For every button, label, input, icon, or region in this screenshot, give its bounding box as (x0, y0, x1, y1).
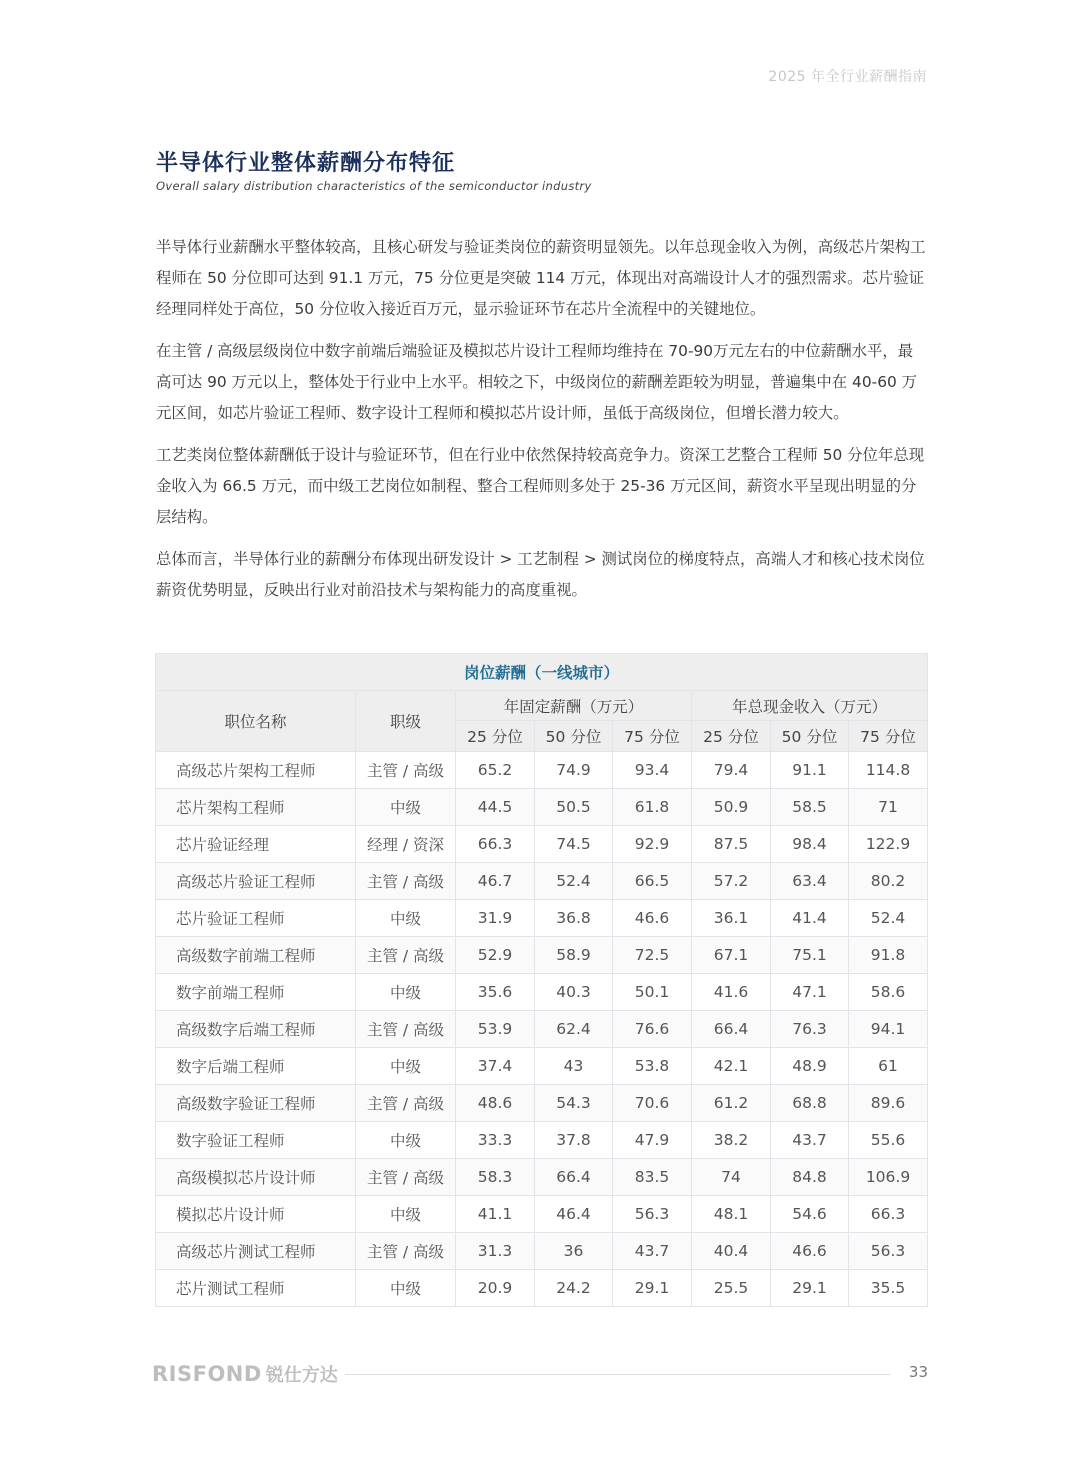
cell-total-p75: 55.6 (849, 1122, 928, 1159)
cell-fixed-p75: 70.6 (613, 1085, 692, 1122)
cell-total-p25: 79.4 (692, 752, 771, 789)
cell-level: 经理 / 资深 (356, 826, 456, 863)
cell-total-p50: 98.4 (771, 826, 849, 863)
cell-fixed-p75: 92.9 (613, 826, 692, 863)
paragraph: 在主管 / 高级层级岗位中数字前端后端验证及模拟芯片设计工程师均维持在 70-90万元左右的中位薪酬水平，最高可达 90 万元以上，整体处于行业中上水平。相较之下，中级岗位的薪酬差距较为明显，普遍集中在 40-60 万元区间，如芯片验证工程师、数字设计工程师和模拟芯片设计师，虽低于高级岗位，但增长潜力较大。 (156, 342, 918, 422)
cell-total-p75: 91.8 (849, 937, 928, 974)
salary-table (155, 653, 928, 1307)
cell-total-p50: 41.4 (771, 900, 849, 937)
cell-fixed-p25: 33.3 (456, 1122, 535, 1159)
section-subtitle: Overall salary distribution characteristics of the semiconductor industry (156, 179, 592, 193)
header-fixed-p75: 75 分位 (613, 721, 692, 752)
cell-total-p75: 71 (849, 789, 928, 826)
cell-job-title: 数字前端工程师 (156, 974, 356, 1011)
cell-total-p50: 46.6 (771, 1233, 849, 1270)
cell-fixed-p75: 66.5 (613, 863, 692, 900)
cell-fixed-p50: 62.4 (535, 1011, 613, 1048)
cell-total-p50: 58.5 (771, 789, 849, 826)
section-title: 半导体行业整体薪酬分布特征 (156, 151, 456, 176)
table-caption: 岗位薪酬（一线城市） (156, 654, 928, 691)
salary-table-wrap (155, 653, 927, 1307)
cell-level: 主管 / 高级 (356, 752, 456, 789)
cell-total-p25: 61.2 (692, 1085, 771, 1122)
cell-total-p75: 94.1 (849, 1011, 928, 1048)
header-level: 职级 (356, 691, 456, 752)
cell-total-p25: 36.1 (692, 900, 771, 937)
cell-job-title: 高级芯片测试工程师 (156, 1233, 356, 1270)
header-total-p25: 25 分位 (692, 721, 771, 752)
cell-fixed-p50: 37.8 (535, 1122, 613, 1159)
cell-level: 中级 (356, 1048, 456, 1085)
header-total-cash: 年总现金收入（万元） (692, 691, 928, 721)
cell-fixed-p50: 54.3 (535, 1085, 613, 1122)
cell-fixed-p50: 52.4 (535, 863, 613, 900)
cell-total-p75: 35.5 (849, 1270, 928, 1307)
cell-total-p75: 80.2 (849, 863, 928, 900)
cell-total-p25: 67.1 (692, 937, 771, 974)
cell-fixed-p50: 66.4 (535, 1159, 613, 1196)
table-row (156, 1122, 928, 1159)
cell-total-p25: 50.9 (692, 789, 771, 826)
cell-total-p25: 48.1 (692, 1196, 771, 1233)
cell-total-p50: 54.6 (771, 1196, 849, 1233)
table-row (156, 789, 928, 826)
cell-fixed-p75: 83.5 (613, 1159, 692, 1196)
header-fixed-p25: 25 分位 (456, 721, 535, 752)
cell-fixed-p25: 31.3 (456, 1233, 535, 1270)
cell-level: 主管 / 高级 (356, 1085, 456, 1122)
cell-total-p75: 122.9 (849, 826, 928, 863)
cell-total-p25: 25.5 (692, 1270, 771, 1307)
table-row (156, 752, 928, 789)
cell-total-p50: 47.1 (771, 974, 849, 1011)
cell-level: 中级 (356, 974, 456, 1011)
table-row (156, 1233, 928, 1270)
cell-job-title: 芯片测试工程师 (156, 1270, 356, 1307)
cell-level: 主管 / 高级 (356, 1011, 456, 1048)
cell-level: 中级 (356, 789, 456, 826)
footer-divider (345, 1374, 890, 1375)
cell-fixed-p75: 61.8 (613, 789, 692, 826)
table-row (156, 1085, 928, 1122)
cell-fixed-p25: 46.7 (456, 863, 535, 900)
cell-fixed-p25: 20.9 (456, 1270, 535, 1307)
cell-total-p25: 87.5 (692, 826, 771, 863)
cell-job-title: 高级模拟芯片设计师 (156, 1159, 356, 1196)
cell-fixed-p50: 40.3 (535, 974, 613, 1011)
cell-level: 主管 / 高级 (356, 937, 456, 974)
cell-job-title: 高级数字后端工程师 (156, 1011, 356, 1048)
cell-level: 中级 (356, 900, 456, 937)
cell-fixed-p25: 31.9 (456, 900, 535, 937)
table-row (156, 974, 928, 1011)
body-text (156, 232, 926, 617)
cell-fixed-p75: 43.7 (613, 1233, 692, 1270)
cell-job-title: 高级数字前端工程师 (156, 937, 356, 974)
cell-total-p75: 66.3 (849, 1196, 928, 1233)
cell-total-p25: 40.4 (692, 1233, 771, 1270)
header-job-title: 职位名称 (156, 691, 356, 752)
cell-fixed-p50: 74.9 (535, 752, 613, 789)
cell-fixed-p50: 36.8 (535, 900, 613, 937)
cell-total-p25: 38.2 (692, 1122, 771, 1159)
cell-fixed-p75: 76.6 (613, 1011, 692, 1048)
cell-total-p75: 61 (849, 1048, 928, 1085)
cell-total-p50: 29.1 (771, 1270, 849, 1307)
table-row (156, 1048, 928, 1085)
cell-fixed-p75: 93.4 (613, 752, 692, 789)
cell-fixed-p25: 66.3 (456, 826, 535, 863)
cell-total-p50: 75.1 (771, 937, 849, 974)
header-total-p75: 75 分位 (849, 721, 928, 752)
cell-fixed-p25: 44.5 (456, 789, 535, 826)
cell-total-p25: 74 (692, 1159, 771, 1196)
cell-fixed-p75: 56.3 (613, 1196, 692, 1233)
cell-total-p50: 84.8 (771, 1159, 849, 1196)
paragraph: 总体而言，半导体行业的薪酬分布体现出研发设计 > 工艺制程 > 测试岗位的梯度特点，高端人才和核心技术岗位薪资优势明显，反映出行业对前沿技术与架构能力的高度重视。 (156, 550, 925, 599)
cell-fixed-p25: 48.6 (456, 1085, 535, 1122)
cell-fixed-p75: 46.6 (613, 900, 692, 937)
cell-fixed-p75: 29.1 (613, 1270, 692, 1307)
cell-fixed-p50: 50.5 (535, 789, 613, 826)
cell-total-p50: 63.4 (771, 863, 849, 900)
cell-fixed-p25: 35.6 (456, 974, 535, 1011)
cell-total-p50: 48.9 (771, 1048, 849, 1085)
cell-fixed-p75: 50.1 (613, 974, 692, 1011)
cell-level: 主管 / 高级 (356, 1159, 456, 1196)
cell-job-title: 高级芯片验证工程师 (156, 863, 356, 900)
cell-fixed-p50: 24.2 (535, 1270, 613, 1307)
cell-level: 中级 (356, 1122, 456, 1159)
cell-total-p50: 91.1 (771, 752, 849, 789)
cell-total-p50: 43.7 (771, 1122, 849, 1159)
cell-fixed-p50: 43 (535, 1048, 613, 1085)
cell-job-title: 芯片验证工程师 (156, 900, 356, 937)
cell-fixed-p25: 58.3 (456, 1159, 535, 1196)
paragraph: 半导体行业薪酬水平整体较高，且核心研发与验证类岗位的薪资明显领先。以年总现金收入为例，高级芯片架构工程师在 50 分位即可达到 91.1 万元，75 分位更是突破 114 万元，体现出对高端设计人才的强烈需求。芯片验证经理同样处于高位，50 分位收入接近百万元，显示验证环节在芯片全流程中的关键地位。 (156, 238, 926, 318)
table-row (156, 1159, 928, 1196)
cell-total-p75: 52.4 (849, 900, 928, 937)
cell-fixed-p50: 58.9 (535, 937, 613, 974)
page-number: 33 (908, 1363, 928, 1381)
cell-fixed-p25: 37.4 (456, 1048, 535, 1085)
table-row (156, 1011, 928, 1048)
footer-logo (152, 1361, 338, 1387)
cell-fixed-p25: 53.9 (456, 1011, 535, 1048)
cell-total-p25: 42.1 (692, 1048, 771, 1085)
cell-job-title: 数字后端工程师 (156, 1048, 356, 1085)
cell-total-p75: 58.6 (849, 974, 928, 1011)
header-note: 2025 年全行业薪酬指南 (768, 69, 927, 85)
table-row (156, 937, 928, 974)
section-title-block (156, 150, 926, 193)
cell-job-title: 芯片验证经理 (156, 826, 356, 863)
cell-fixed-p25: 65.2 (456, 752, 535, 789)
logo-text-en: RISFOND (152, 1362, 262, 1386)
cell-level: 中级 (356, 1270, 456, 1307)
table-row (156, 826, 928, 863)
logo-text-zh: 锐仕方达 (265, 1365, 338, 1386)
table-row (156, 1196, 928, 1233)
header-fixed-p50: 50 分位 (535, 721, 613, 752)
cell-total-p75: 114.8 (849, 752, 928, 789)
header-total-p50: 50 分位 (771, 721, 849, 752)
cell-total-p75: 106.9 (849, 1159, 928, 1196)
table-row (156, 1270, 928, 1307)
cell-total-p50: 76.3 (771, 1011, 849, 1048)
table-body (156, 752, 928, 1307)
cell-fixed-p50: 46.4 (535, 1196, 613, 1233)
table-row (156, 900, 928, 937)
table-row (156, 863, 928, 900)
cell-fixed-p50: 36 (535, 1233, 613, 1270)
cell-fixed-p50: 74.5 (535, 826, 613, 863)
cell-total-p25: 41.6 (692, 974, 771, 1011)
cell-total-p75: 56.3 (849, 1233, 928, 1270)
cell-job-title: 高级芯片架构工程师 (156, 752, 356, 789)
cell-total-p25: 57.2 (692, 863, 771, 900)
paragraph: 工艺类岗位整体薪酬低于设计与验证环节，但在行业中依然保持较高竞争力。资深工艺整合工程师 50 分位年总现金收入为 66.5 万元，而中级工艺岗位如制程、整合工程师则多处于 25-36 万元区间，薪资水平呈现出明显的分层结构。 (156, 446, 925, 526)
cell-fixed-p75: 47.9 (613, 1122, 692, 1159)
cell-fixed-p75: 53.8 (613, 1048, 692, 1085)
cell-job-title: 芯片架构工程师 (156, 789, 356, 826)
cell-fixed-p25: 52.9 (456, 937, 535, 974)
cell-level: 中级 (356, 1196, 456, 1233)
cell-level: 主管 / 高级 (356, 863, 456, 900)
cell-fixed-p75: 72.5 (613, 937, 692, 974)
cell-total-p75: 89.6 (849, 1085, 928, 1122)
cell-job-title: 高级数字验证工程师 (156, 1085, 356, 1122)
cell-level: 主管 / 高级 (356, 1233, 456, 1270)
cell-job-title: 数字验证工程师 (156, 1122, 356, 1159)
cell-total-p50: 68.8 (771, 1085, 849, 1122)
header-fixed-salary: 年固定薪酬（万元） (456, 691, 692, 721)
cell-job-title: 模拟芯片设计师 (156, 1196, 356, 1233)
cell-fixed-p25: 41.1 (456, 1196, 535, 1233)
cell-total-p25: 66.4 (692, 1011, 771, 1048)
